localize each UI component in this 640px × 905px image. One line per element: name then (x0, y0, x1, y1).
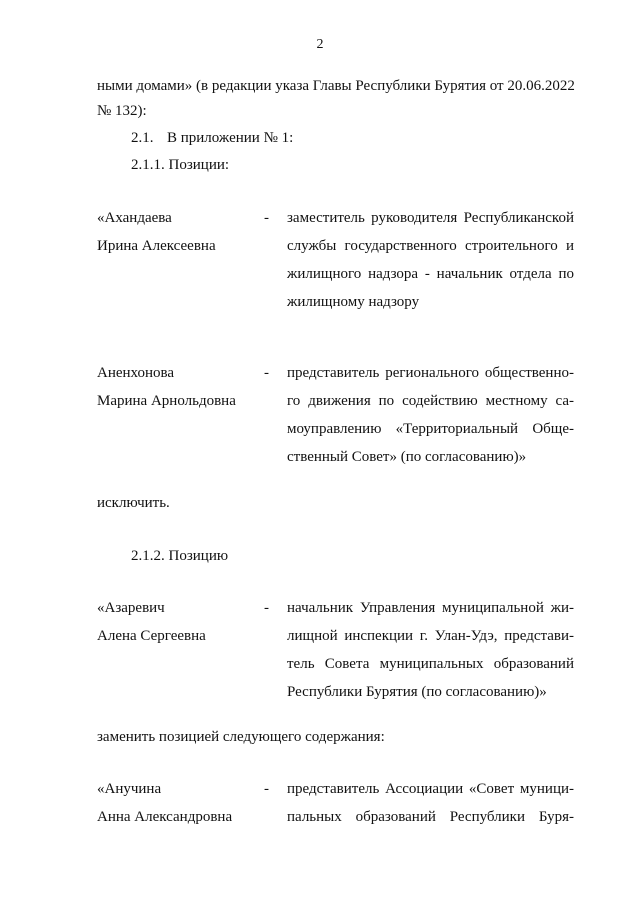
item-2-1-number: 2.1. (131, 130, 154, 146)
person-given-names: Алена Сергеевна (97, 628, 206, 644)
person-surname: «Азаревич (97, 600, 165, 616)
entry-dash: - (264, 781, 269, 797)
entry-dash: - (264, 365, 269, 381)
item-2-1-text: В приложении № 1: (167, 130, 294, 146)
description-line: тель Совета муниципальных образований (287, 656, 574, 672)
item-2-1-2-heading: 2.1.2. Позицию (131, 548, 229, 564)
description-line: жилищного надзора - начальник отдела по (287, 266, 574, 282)
description-line: службы государственного строительного и (287, 238, 574, 254)
item-2-1-1-heading: 2.1.1. Позиции: (131, 157, 230, 173)
person-surname: «Анучина (97, 781, 162, 797)
replace-instruction: заменить позицией следующего содержания: (97, 729, 385, 745)
description-line: заместитель руководителя Республиканской (287, 210, 574, 226)
person-name (97, 359, 236, 415)
exclude-instruction: исключить. (97, 495, 170, 511)
person-surname: «Ахандаева (97, 210, 172, 226)
person-name (97, 204, 216, 260)
description-line: начальник Управления муниципальной жи- (287, 600, 574, 616)
description-line: представитель регионального общественно- (287, 365, 574, 381)
position-description (287, 594, 574, 706)
description-line: жилищному надзору (287, 294, 420, 310)
person-given-names: Ирина Алексеевна (97, 238, 216, 254)
position-description (287, 359, 574, 471)
description-line: моуправлению «Территориальный Обще- (287, 421, 574, 437)
description-line: Республики Бурятия (по согласованию)» (287, 684, 547, 700)
page-number: 2 (316, 37, 324, 52)
description-line: пальных образований Республики Буря- (287, 809, 574, 825)
person-surname: Аненхонова (97, 365, 175, 381)
person-given-names: Марина Арнольдовна (97, 393, 236, 409)
description-line: лищной инспекции г. Улан-Удэ, представи- (287, 628, 574, 644)
intro-line-1: ными домами» (в редакции указа Главы Республики Бурятия от 20.06.2022 (97, 78, 575, 94)
entry-dash: - (264, 600, 269, 616)
person-name (97, 775, 232, 831)
description-line: ственный Совет» (по согласованию)» (287, 449, 527, 465)
description-line: го движения по содействию местному са- (287, 393, 574, 409)
entry-dash: - (264, 210, 269, 226)
person-given-names: Анна Александровна (97, 809, 233, 825)
intro-line-2: № 132): (97, 103, 147, 119)
position-description (287, 204, 574, 316)
person-name (97, 594, 206, 650)
description-line: представитель Ассоциации «Совет муници- (287, 781, 574, 797)
position-description (287, 775, 574, 831)
